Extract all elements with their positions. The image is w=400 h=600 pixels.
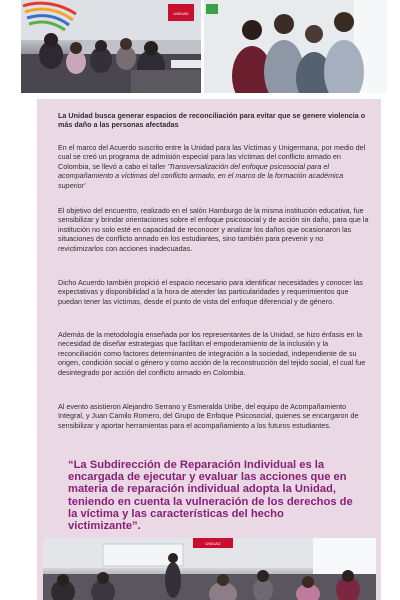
paragraph-1-text: En el marco del Acuerdo suscrito entre la Unidad para las Víctimas y Unigermana, por medio del cual se creó un programa de admisión especial para las víctimas del conflicto armado en Colombia, se llevó a cabo el taller <box>58 143 366 171</box>
workshop-photo-icon <box>43 538 376 600</box>
article-paragraph-2: El objetivo del encuentro, realizado en el salón Hamburgo de la misma institución educativa, fue sensibilizar y brindar orientaciones sobre el enfoque psicosocial y de acción sin daño, para que la institución no solo esté en capacidad de reconocer y analizar los daños que ocasionaron las situaciones de conflicto armado en los estudiantes, sino también para prevenir y no revictimizarlos con acciones inadecuadas. <box>58 206 369 253</box>
article-paragraph-5: Al evento asistieron Alejandro Serrano y Esmeralda Uribe, del equipo de Acompañamiento Integral, y Juan Camilo Romero, del Grupo de Enfoque Psicosocial, quienes se encargaron de sensibilizar y aportar herramientas para el acompañamiento a los futuros estudiantes. <box>58 402 359 430</box>
workshop-photo <box>43 538 376 600</box>
article-paragraph-3: Dicho Acuerdo también propició el espacio necesario para identificar necesidades y conocer las expectativas y disponibilidad a la hora de atender las particularidades y requerimientos que puedan tener las víctimas, desde el punto de vista del enfoque diferencial y de género. <box>58 278 363 306</box>
screen-label: UNIDAD <box>205 541 221 546</box>
classroom-photo-icon <box>21 0 201 93</box>
classroom-photo <box>21 0 201 93</box>
workshop-title: 'Transversalización del enfoque psicosocial para el acompañamiento a víctimas del conflicto armado, en el marco de la formación académica superior' <box>58 161 344 190</box>
pull-quote: “La Subdirección de Reparación Individual es la encargada de ejecutar y evaluar las acciones que en materia de reparación individual adopta la Unidad, teniendo en cuenta la vulneración de los derechos de la víctima y las características del hecho victimizante”. <box>68 459 353 533</box>
screen-label: UNIDAD <box>173 11 189 16</box>
group-photo-icon <box>204 0 387 93</box>
article-paragraph-4: Además de la metodología enseñada por los representantes de la Unidad, se hizo énfasis en la necesidad de diseñar estrategias que facilitan el empoderamiento de la inclusión y la reconciliación como factores determinantes de integración a la sociedad, independiente de su origen, condición social o género y como acción de la reconstrucción del tejido social, el cual fue desintegrado por acción del conflicto armado en Colombia. <box>58 330 366 377</box>
group-photo <box>204 0 387 93</box>
top-photo-strip <box>21 0 387 93</box>
article-lead: La Unidad busca generar espacios de reconciliación para evitar que se genere violencia o más daño a las personas afectadas <box>58 111 366 130</box>
article-paragraph-1 <box>58 143 370 190</box>
